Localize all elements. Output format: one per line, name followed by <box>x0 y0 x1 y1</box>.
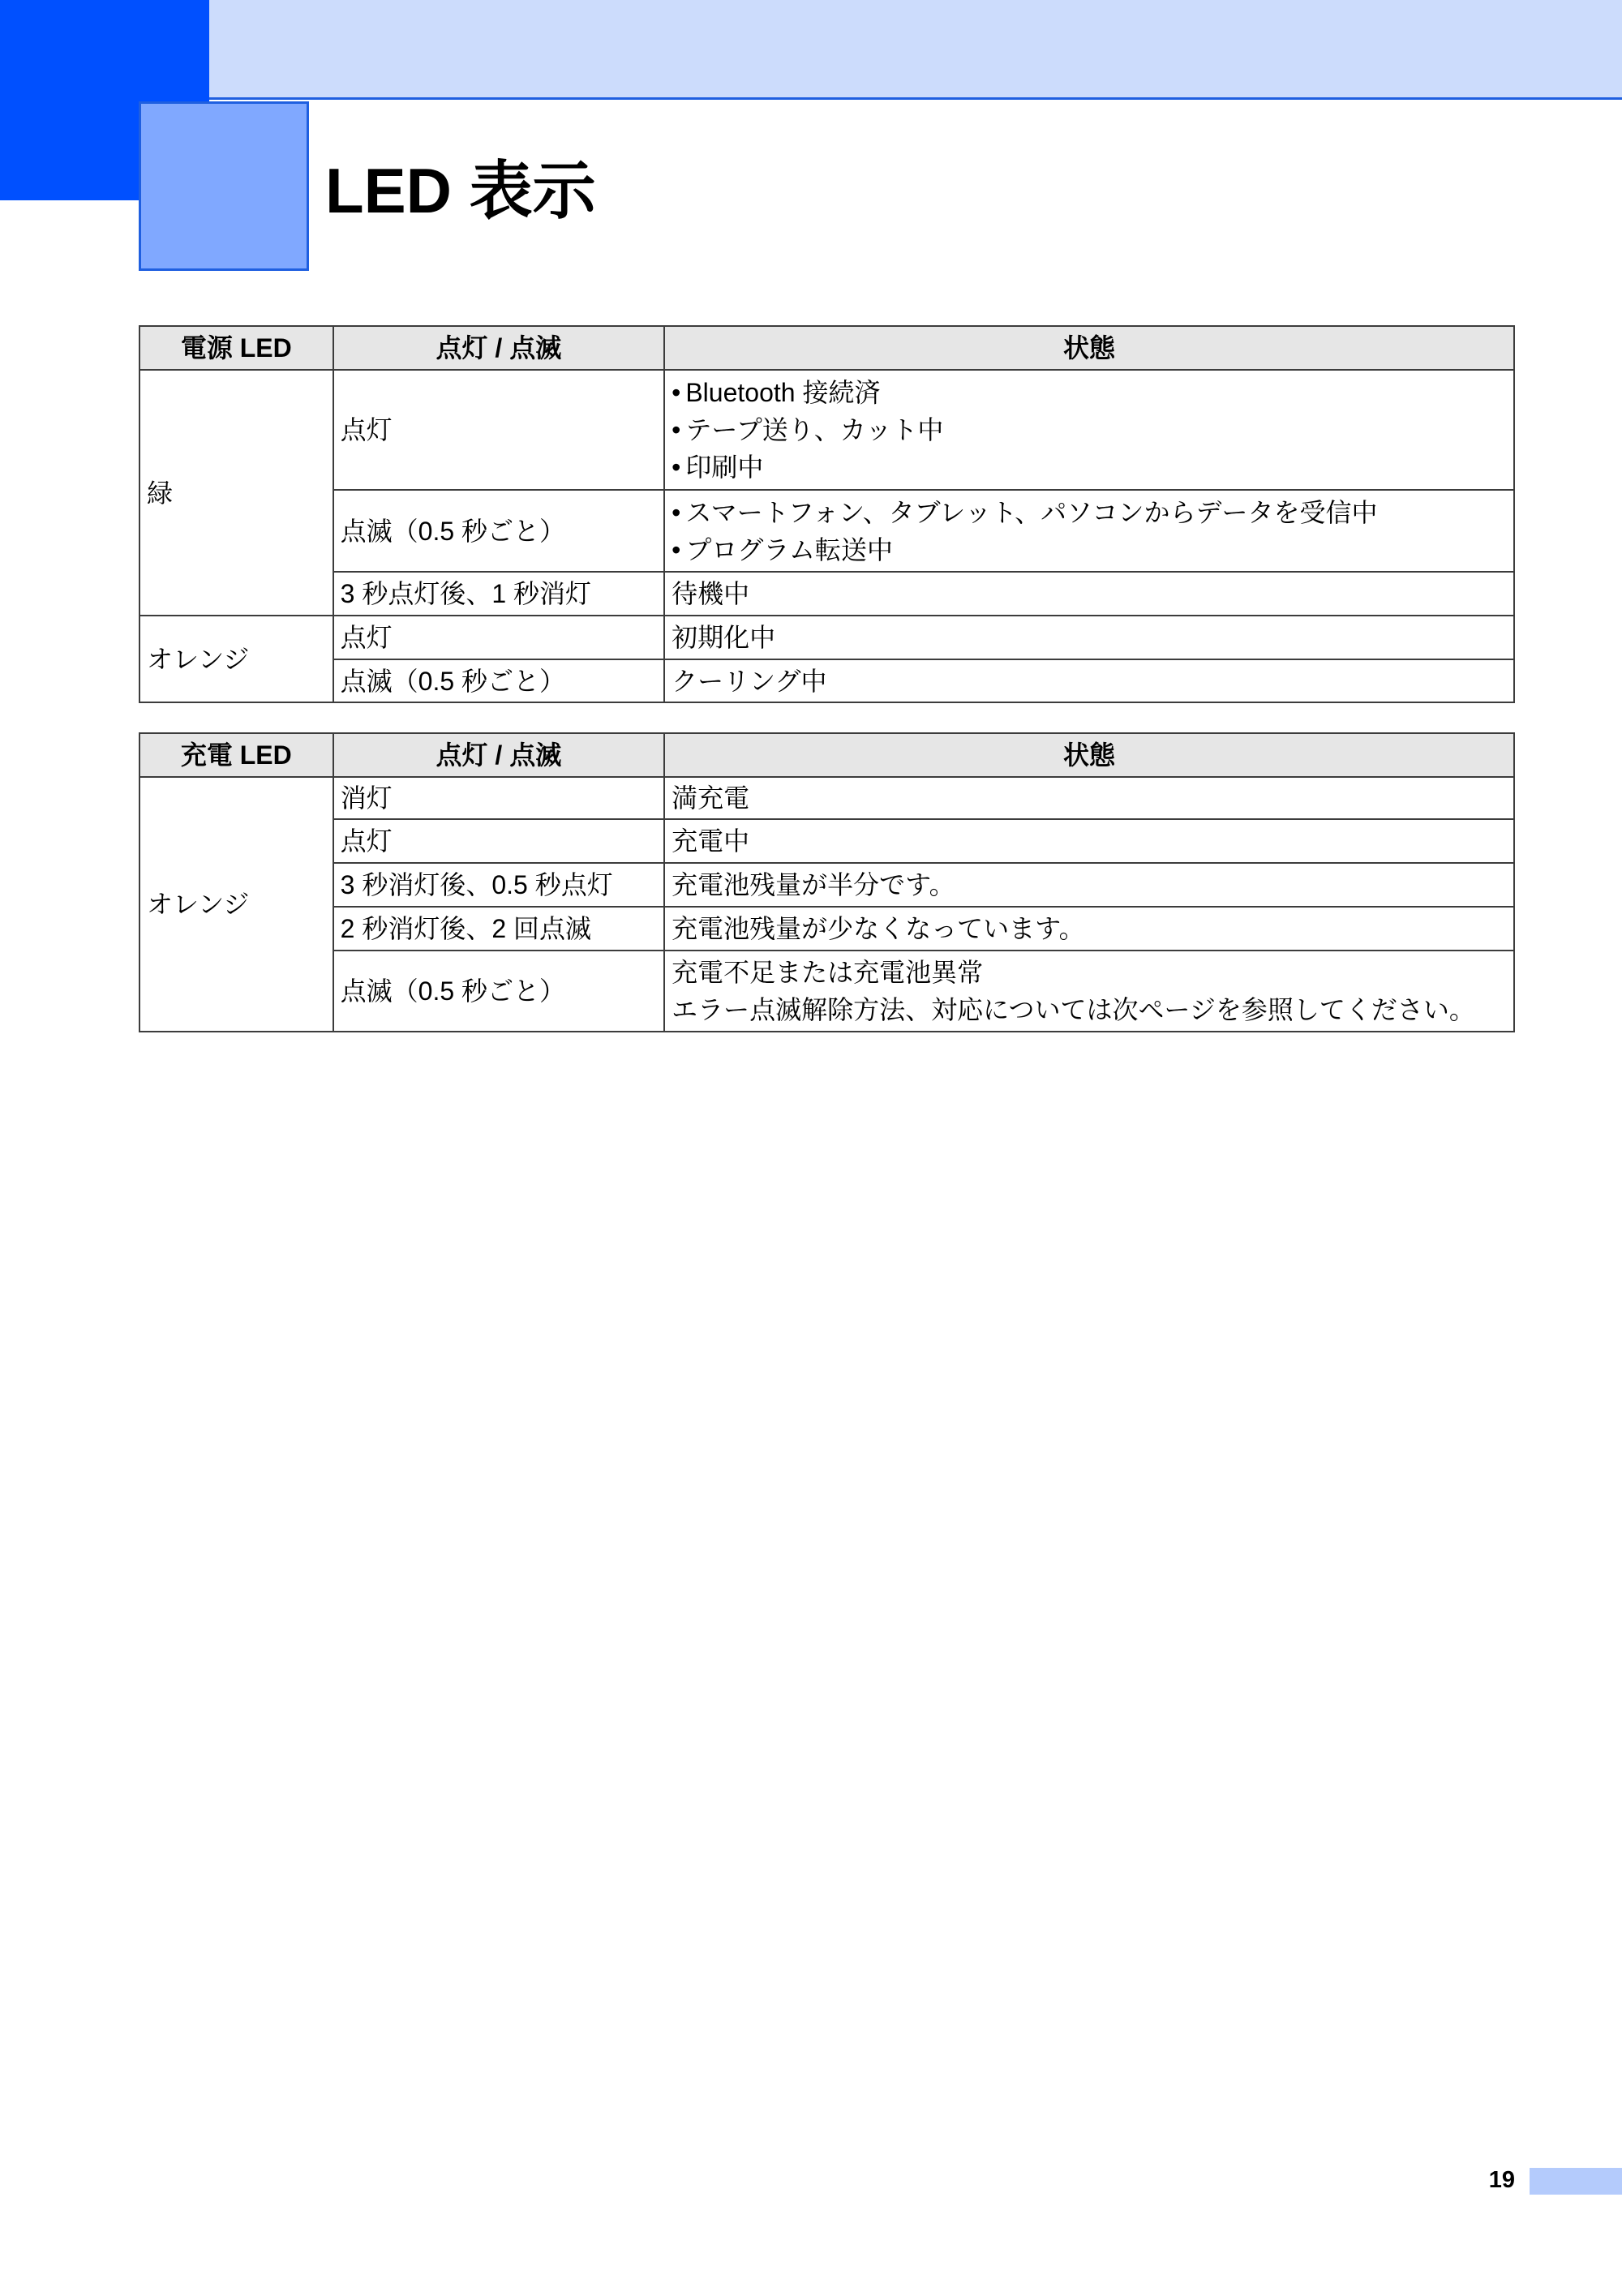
column-header-led: 充電 LED <box>139 733 333 777</box>
status-cell: 満充電 <box>664 777 1514 819</box>
status-text: Bluetooth 接続済 <box>685 378 881 407</box>
pattern-cell: 点滅（0.5 秒ごと） <box>333 490 664 572</box>
status-list-item <box>672 531 1507 569</box>
table-row <box>139 490 1514 572</box>
pattern-cell: 点灯 <box>333 616 664 659</box>
status-text: 印刷中 <box>685 453 764 482</box>
bullet-marker: • <box>672 497 681 527</box>
led-color-cell: オレンジ <box>139 777 333 1032</box>
column-header-pattern: 点灯 / 点滅 <box>333 326 664 370</box>
status-list-item <box>672 494 1507 531</box>
status-list-item <box>672 374 1507 411</box>
table-row <box>139 777 1514 819</box>
table-row <box>139 863 1514 907</box>
table-row <box>139 819 1514 863</box>
column-header-status: 状態 <box>664 326 1514 370</box>
status-line: 充電不足または充電池異常 <box>672 958 984 987</box>
status-cell: 充電池残量が半分です。 <box>664 863 1514 907</box>
column-header-status: 状態 <box>664 733 1514 777</box>
led-color-cell: 緑 <box>139 370 333 616</box>
charge-led-table <box>139 732 1515 1032</box>
status-list-item <box>672 448 1507 486</box>
pattern-cell: 2 秒消灯後、2 回点滅 <box>333 907 664 951</box>
status-text: テープ送り、カット中 <box>685 415 944 444</box>
bullet-marker: • <box>672 415 681 444</box>
status-cell: クーリング中 <box>664 659 1514 702</box>
pattern-cell: 点滅（0.5 秒ごと） <box>333 951 664 1032</box>
pattern-cell: 3 秒点灯後、1 秒消灯 <box>333 572 664 616</box>
pattern-cell: 点滅（0.5 秒ごと） <box>333 659 664 702</box>
page-number-tab <box>1530 2168 1622 2195</box>
status-cell: 待機中 <box>664 572 1514 616</box>
pattern-cell: 消灯 <box>333 777 664 819</box>
page-title: LED 表示 <box>325 155 596 226</box>
table-row <box>139 659 1514 702</box>
status-cell: 初期化中 <box>664 616 1514 659</box>
title-square <box>139 101 309 271</box>
status-list-item <box>672 411 1507 448</box>
pattern-cell: 3 秒消灯後、0.5 秒点灯 <box>333 863 664 907</box>
column-header-pattern: 点灯 / 点滅 <box>333 733 664 777</box>
status-text: スマートフォン、タブレット、パソコンからデータを受信中 <box>685 497 1378 527</box>
status-cell: 充電池残量が少なくなっています。 <box>664 907 1514 951</box>
status-line: エラー点滅解除方法、対応については次ページを参照してください。 <box>672 995 1475 1024</box>
table-row <box>139 907 1514 951</box>
table-row <box>139 951 1514 1032</box>
table-header-row <box>139 326 1514 370</box>
status-text: プログラム転送中 <box>685 534 894 564</box>
column-header-led: 電源 LED <box>139 326 333 370</box>
bullet-marker: • <box>672 378 681 407</box>
table-row <box>139 616 1514 659</box>
pattern-cell: 点灯 <box>333 370 664 490</box>
power-led-table <box>139 325 1515 703</box>
page-number: 19 <box>1488 2167 1515 2193</box>
table-row <box>139 572 1514 616</box>
header-band <box>209 0 1622 100</box>
bullet-marker: • <box>672 534 681 564</box>
status-cell <box>664 490 1514 572</box>
status-cell <box>664 370 1514 490</box>
pattern-cell: 点灯 <box>333 819 664 863</box>
status-cell: 充電中 <box>664 819 1514 863</box>
bullet-marker: • <box>672 453 681 482</box>
status-cell <box>664 951 1514 1032</box>
table-row <box>139 370 1514 490</box>
led-color-cell: オレンジ <box>139 616 333 702</box>
table-header-row <box>139 733 1514 777</box>
